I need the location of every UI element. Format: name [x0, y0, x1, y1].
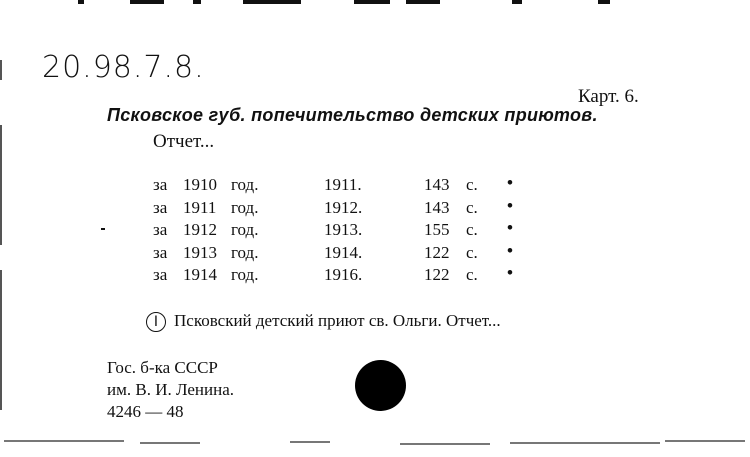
issue-published: 1914.	[324, 242, 363, 262]
issue-year-word: год.	[231, 220, 259, 239]
ink-speck	[101, 228, 105, 230]
library-stamp	[107, 357, 234, 423]
issue-published: 1916.	[324, 265, 363, 284]
issue-mark: •	[507, 173, 513, 192]
issue-pages: 122	[424, 242, 450, 262]
punch-hole	[355, 360, 406, 411]
issue-year: 1910	[183, 175, 217, 194]
inventory-number: 20.98.7.8.	[42, 50, 205, 85]
issue-year: 1914	[183, 265, 217, 284]
issue-mark: •	[507, 195, 513, 215]
issue-pages-unit: с.	[466, 242, 478, 262]
issue-year-word: год.	[231, 242, 259, 262]
library-stamp-line: 4246 — 48	[107, 402, 184, 421]
scan-bottom-edge	[0, 438, 750, 457]
issue-year: 1912	[183, 220, 217, 239]
issue-prefix: за	[153, 175, 168, 194]
issue-pages-unit: с.	[466, 197, 478, 217]
see-also-reference	[146, 311, 501, 332]
library-stamp-line: им. В. И. Ленина.	[107, 380, 235, 399]
issue-pages-unit: с.	[466, 265, 478, 284]
scan-top-marks	[0, 0, 750, 6]
circled-marker: I	[146, 312, 166, 332]
issue-published: 1912.	[324, 197, 363, 217]
issue-prefix: за	[153, 242, 168, 262]
card-subtitle: Отчет...	[153, 131, 215, 152]
issue-year: 1913	[183, 242, 217, 262]
issue-prefix: за	[153, 197, 168, 217]
issue-published: 1913.	[324, 220, 363, 239]
issue-mark: •	[507, 218, 513, 237]
scan-left-edge	[0, 0, 6, 457]
issue-pages-unit: с.	[466, 220, 478, 239]
issue-prefix: за	[153, 265, 168, 284]
issue-pages: 122	[424, 265, 450, 284]
issue-year-word: год.	[231, 265, 259, 284]
issue-prefix: за	[153, 220, 168, 239]
see-also-text: Псковский детский приют св. Ольги. Отчет...	[174, 311, 501, 330]
issue-pages-unit: с.	[466, 175, 478, 194]
issue-year: 1911	[183, 197, 217, 217]
card-number: Карт. 6.	[578, 86, 639, 107]
issue-pages: 143	[424, 197, 450, 217]
issue-published: 1911.	[324, 175, 362, 194]
issue-year-word: год.	[231, 197, 259, 217]
library-stamp-line: Гос. б-ка СССР	[107, 358, 218, 377]
issue-pages: 155	[424, 220, 450, 239]
issue-mark: •	[507, 263, 513, 282]
card-heading: Псковское губ. попечительство детских приютов.	[107, 105, 598, 125]
issue-pages: 143	[424, 175, 450, 194]
issue-mark: •	[507, 240, 513, 260]
issue-year-word: год.	[231, 175, 259, 194]
